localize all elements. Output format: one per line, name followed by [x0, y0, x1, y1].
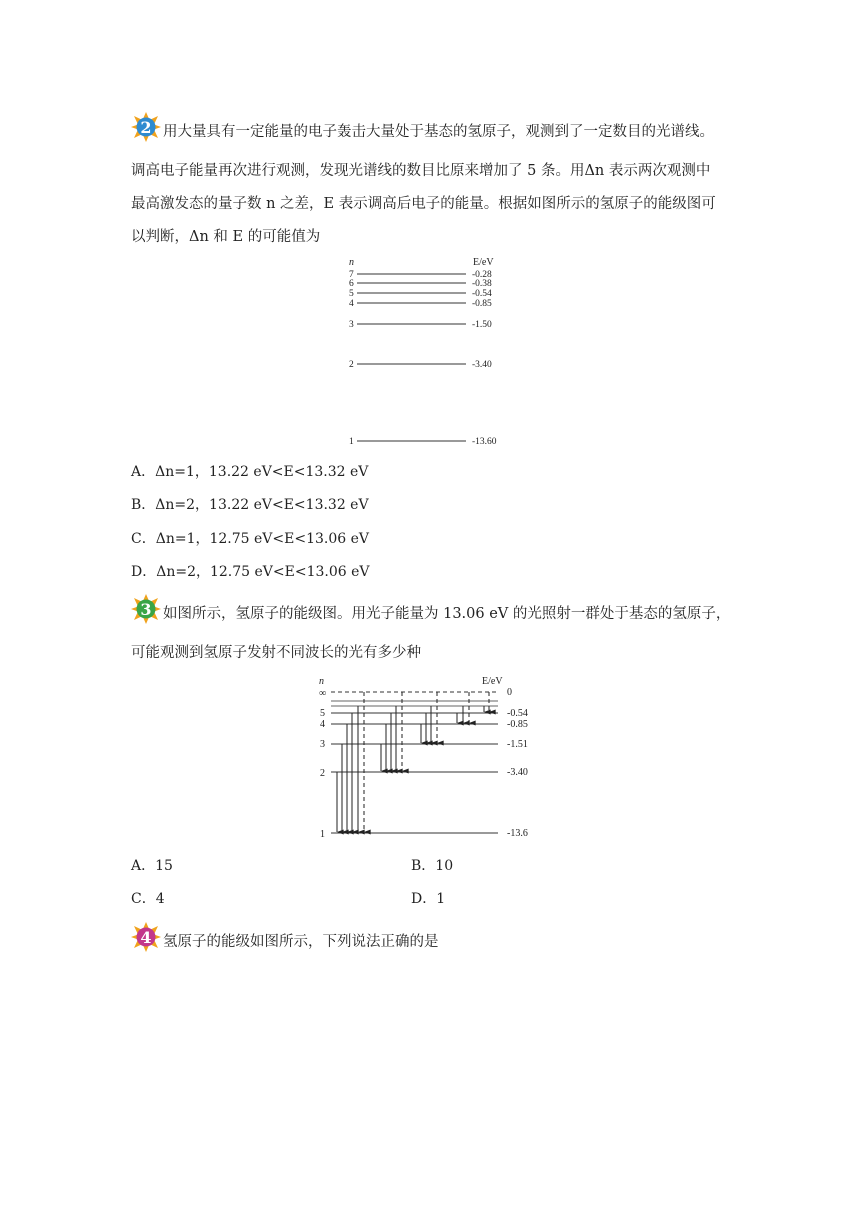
level-2-energy: -3.40	[472, 360, 492, 370]
level-4-n: 4	[320, 719, 325, 730]
level-infinity	[319, 687, 512, 699]
level-1	[320, 828, 528, 840]
question-3-line-2: 可能观测到氢原子发射不同波长的光有多少种	[131, 645, 421, 661]
question-2-line-3: 最高激发态的量子数 n 之差，E 表示调高后电子的能量。根据如图所示的氢原子的能级图可	[131, 196, 716, 212]
level-4	[320, 719, 528, 730]
level-6	[349, 279, 492, 289]
q2-option-b[interactable]: B．Δn=2，13.22 eV<E<13.32 eV	[131, 497, 369, 513]
question-2-line-4: 以判断，Δn 和 E 的可能值为	[131, 229, 321, 245]
level-3	[320, 739, 528, 750]
level-4	[349, 299, 492, 309]
level-2	[320, 767, 528, 779]
question-2-line-2: 调高电子能量再次进行观测，发现光谱线的数目比原来增加了 5 条。用Δn 表示两次观测中	[131, 163, 711, 179]
level-7	[349, 270, 492, 280]
level-5	[320, 708, 528, 719]
question-4-number: 4	[140, 928, 152, 947]
q3-option-b[interactable]: B．10	[411, 858, 454, 874]
transitions-to-level-3	[421, 692, 437, 743]
question-3	[131, 594, 741, 670]
question-2-number: 2	[140, 118, 152, 137]
level-7-energy: -0.28	[472, 270, 492, 280]
level-2-n: 2	[320, 768, 325, 779]
level-6-energy: -0.38	[472, 279, 492, 289]
energy-level-diagram-q2	[340, 252, 520, 448]
q3-option-c[interactable]: C．4	[131, 891, 165, 907]
transitions-to-level-4	[457, 692, 469, 723]
level-5	[349, 289, 492, 299]
level-5-energy: -0.54	[507, 708, 528, 719]
q2-option-a[interactable]: A．Δn=1，13.22 eV<E<13.32 eV	[131, 464, 369, 480]
question-2	[131, 112, 741, 254]
energy-axis-label: E/eV	[473, 257, 494, 268]
q3-option-a[interactable]: A．15	[131, 858, 173, 874]
question-4	[131, 922, 741, 965]
n-axis-label: n	[349, 257, 354, 268]
level-4-n: 4	[349, 299, 354, 309]
level-2-energy: -3.40	[507, 767, 528, 778]
level-2	[349, 360, 492, 370]
level-4-energy: -0.85	[472, 299, 492, 309]
question-4-number-badge	[131, 922, 161, 965]
level-6-n: 6	[349, 279, 354, 289]
q2-option-d[interactable]: D．Δn=2，12.75 eV<E<13.06 eV	[131, 564, 370, 580]
level-5-n: 5	[320, 708, 325, 719]
level-infinity-n: ∞	[319, 688, 327, 699]
level-1-energy: -13.6	[507, 828, 528, 839]
transitions-to-level-5	[484, 692, 489, 712]
q3-option-d[interactable]: D．1	[411, 891, 446, 907]
question-3-number-badge	[131, 594, 161, 637]
level-7-n: 7	[349, 270, 354, 280]
energy-axis-label: E/eV	[482, 676, 503, 687]
level-3-n: 3	[349, 320, 354, 330]
n-axis-label: n	[319, 676, 324, 687]
level-1	[349, 437, 497, 447]
level-1-n: 1	[349, 437, 354, 447]
level-5-n: 5	[349, 289, 354, 299]
level-4-energy: -0.85	[507, 719, 528, 730]
level-3-energy: -1.51	[507, 739, 528, 750]
level-3-n: 3	[320, 739, 325, 750]
question-2-number-badge	[131, 112, 161, 155]
transitions-to-level-2	[381, 692, 402, 771]
level-infinity-energy: 0	[507, 687, 512, 698]
question-3-number: 3	[140, 600, 152, 619]
level-1-n: 1	[320, 829, 325, 840]
level-1-energy: -13.60	[472, 437, 497, 447]
level-5-energy: -0.54	[472, 289, 492, 299]
level-3-energy: -1.50	[472, 320, 492, 330]
level-3	[349, 320, 492, 330]
question-3-line-1: 3 如图所示，氢原子的能级图。用光子能量为 13.06 eV 的光照射一群处于基态的氢原子，	[131, 594, 741, 637]
energy-level-transitions-diagram-q3	[310, 672, 550, 844]
question-2-line-1: 2 用大量具有一定能量的电子轰击大量处于基态的氢原子，观测到了一定数目的光谱线。	[131, 112, 741, 155]
q2-option-c[interactable]: C．Δn=1，12.75 eV<E<13.06 eV	[131, 531, 370, 547]
question-4-line-1: 4 氢原子的能级如图所示，下列说法正确的是	[131, 922, 741, 965]
level-2-n: 2	[349, 360, 354, 370]
